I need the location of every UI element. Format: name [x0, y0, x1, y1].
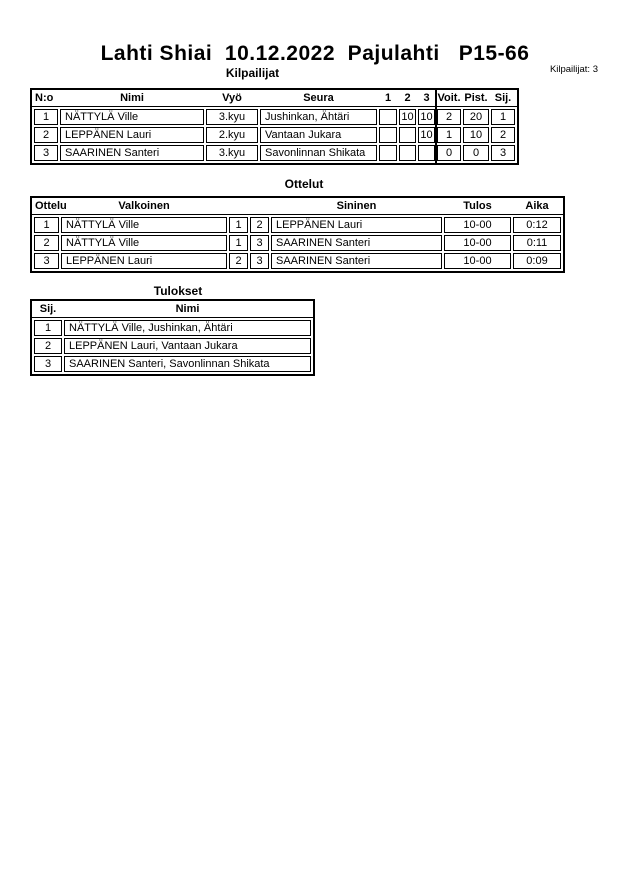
- results-table-header: [32, 301, 313, 318]
- cell-white-name: NÄTTYLÄ Ville: [61, 217, 227, 233]
- matches-table-header: [32, 198, 563, 215]
- cell-white-number: 2: [229, 253, 248, 269]
- cell-belt: 3.kyu: [206, 145, 258, 161]
- cell-score-2: [399, 127, 416, 143]
- cell-club: Vantaan Jukara: [260, 127, 377, 143]
- column-header: Sij.: [39, 303, 57, 315]
- competitor-count-label: Kilpailijat: 3: [549, 64, 598, 75]
- column-header: Voit.: [437, 92, 461, 104]
- column-header: Nimi: [175, 303, 200, 315]
- cell-name-club: SAARINEN Santeri, Savonlinnan Shikata: [64, 356, 311, 372]
- cell-blue-number: 3: [250, 235, 269, 251]
- cell-name-club: NÄTTYLÄ Ville, Jushinkan, Ähtäri: [64, 320, 311, 336]
- cell-points: 0: [463, 145, 489, 161]
- cell-belt: 3.kyu: [206, 109, 258, 125]
- cell-name: LEPPÄNEN Lauri: [60, 127, 204, 143]
- cell-blue-number: 3: [250, 253, 269, 269]
- cell-score-3: 10: [418, 127, 435, 143]
- column-header: Pist.: [464, 92, 488, 104]
- cell-place: 2: [491, 127, 515, 143]
- cell-blue-number: 2: [250, 217, 269, 233]
- cell-wins: 0: [437, 145, 461, 161]
- competitors-table: [30, 88, 519, 165]
- cell-match-number: 2: [34, 235, 59, 251]
- cell-score-1: [379, 109, 397, 125]
- competitors-table-body: [32, 107, 517, 163]
- cell-name: NÄTTYLÄ Ville: [60, 109, 204, 125]
- cell-number: 1: [34, 109, 58, 125]
- cell-blue-name: SAARINEN Santeri: [271, 235, 442, 251]
- cell-points: 20: [463, 109, 489, 125]
- column-header: Valkoinen: [118, 200, 170, 212]
- cell-time: 0:09: [513, 253, 561, 269]
- cell-match-number: 3: [34, 253, 59, 269]
- cell-time: 0:11: [513, 235, 561, 251]
- matches-heading: Ottelut: [284, 177, 324, 191]
- cell-name-club: LEPPÄNEN Lauri, Vantaan Jukara: [64, 338, 311, 354]
- cell-number: 2: [34, 127, 58, 143]
- column-header: Ottelu: [35, 200, 67, 212]
- cell-score-1: [379, 145, 397, 161]
- cell-score-2: 10: [399, 109, 416, 125]
- cell-place: 1: [491, 109, 515, 125]
- results-table: [30, 299, 315, 376]
- cell-score-3: 10: [418, 109, 435, 125]
- column-header: Sij.: [494, 92, 512, 104]
- cell-belt: 2.kyu: [206, 127, 258, 143]
- cell-blue-name: LEPPÄNEN Lauri: [271, 217, 442, 233]
- competitors-table-header: [32, 90, 517, 107]
- cell-club: Savonlinnan Shikata: [260, 145, 377, 161]
- cell-blue-name: SAARINEN Santeri: [271, 253, 442, 269]
- cell-white-number: 1: [229, 217, 248, 233]
- matches-table-body: [32, 215, 563, 271]
- cell-result: 10-00: [444, 253, 511, 269]
- cell-score-2: [399, 145, 416, 161]
- cell-number: 3: [34, 145, 58, 161]
- column-header: Seura: [303, 92, 334, 104]
- cell-name: SAARINEN Santeri: [60, 145, 204, 161]
- cell-white-name: NÄTTYLÄ Ville: [61, 235, 227, 251]
- page-title: Lahti Shiai 10.12.2022 Pajulahti P15-66: [100, 42, 530, 65]
- results-heading: Tulokset: [153, 284, 203, 298]
- cell-result: 10-00: [444, 235, 511, 251]
- column-header: Sininen: [336, 200, 377, 212]
- cell-place: 2: [34, 338, 62, 354]
- cell-wins: 1: [437, 127, 461, 143]
- competitors-heading: Kilpailijat: [225, 66, 280, 80]
- column-header: Vyö: [222, 92, 242, 104]
- column-header: 2: [404, 92, 411, 104]
- results-table-body: [32, 318, 313, 374]
- column-header: Nimi: [120, 92, 144, 104]
- column-header: 3: [423, 92, 430, 104]
- cell-points: 10: [463, 127, 489, 143]
- cell-club: Jushinkan, Ähtäri: [260, 109, 377, 125]
- cell-result: 10-00: [444, 217, 511, 233]
- matches-table: [30, 196, 565, 273]
- cell-white-name: LEPPÄNEN Lauri: [61, 253, 227, 269]
- column-header: Aika: [525, 200, 549, 212]
- cell-white-number: 1: [229, 235, 248, 251]
- cell-score-1: [379, 127, 397, 143]
- column-header: N:o: [35, 92, 54, 104]
- cell-place: 1: [34, 320, 62, 336]
- cell-score-3: [418, 145, 435, 161]
- group-divider: [435, 90, 437, 163]
- cell-wins: 2: [437, 109, 461, 125]
- cell-time: 0:12: [513, 217, 561, 233]
- cell-place: 3: [491, 145, 515, 161]
- cell-match-number: 1: [34, 217, 59, 233]
- cell-place: 3: [34, 356, 62, 372]
- column-header: 1: [384, 92, 392, 104]
- column-header: Tulos: [463, 200, 492, 212]
